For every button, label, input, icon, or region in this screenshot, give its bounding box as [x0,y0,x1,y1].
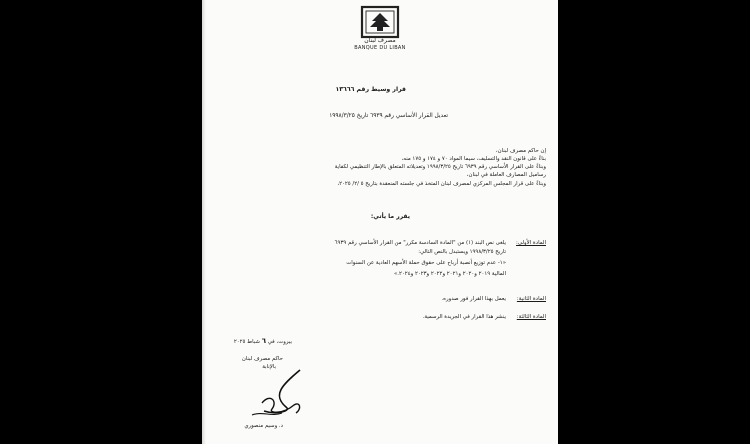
subject-line: تعديل القرار الأساسي رقم ٦٩٣٩ تاريخ ١٩٩٨/٣/٢٥ [329,113,448,119]
logo-text-arabic: مصرف لبنان [364,37,396,44]
scan-shadow [202,0,206,444]
signatory-title-acting: بالإنابة [262,364,276,370]
date-day: ٦ [261,337,266,345]
preamble-line-4: رساميل المصارف العاملة في لبنان، [466,172,546,178]
article2-label: المادة الثانية: [516,296,546,302]
logo-text-french: BANQUE DU LIBAN [354,45,406,51]
signatory-name: د. وسيم منصوري [244,423,283,429]
preamble-line-5: وبناءً على قرار المجلس المركزي لمصرف لبنان المتخذ في جلسته المنعقدة بتاريخ ٥ /٢/ ٢٠٢٥، [337,181,546,187]
article1-line-1: يلغى نص البند (١) من "المادة السادسة مكرر" من القرار الأساسي رقم ٦٩٣٩ [334,240,506,246]
article1-line-2: تاريخ ١٩٩٨/٣/٢٥ ويستبدل بالنص التالي: [418,249,506,255]
article3-label: المادة الثالثة: [516,314,546,320]
article2-text: يعمل بهذا القرار فور صدوره. [441,296,506,302]
article3-text: ينشر هذا القرار في الجريدة الرسمية. [422,314,506,320]
date-city: بيروت، في [267,339,292,345]
handwritten-signature-icon [242,365,312,420]
decides-heading: يقرر ما يأتي: [370,213,410,220]
document-page [202,0,558,444]
preamble-line-1: إن حاكم مصرف لبنان، [495,148,546,154]
preamble-line-3: وبناءً على القرار الأساسي رقم ٦٩٣٩ تاريخ ١٩٩٨/٣/٢٥ وتعديلاته المتعلق بالإطار التنظيمي لكفاية [334,164,546,170]
article1-line-4: المالية ٢٠١٩ و٢٠٢٠ و٢٠٢١ و٢٠٢٢ و٢٠٢٣ و٢٠٢٤.» [394,271,506,277]
decision-title-label: قرار وسيط رقم [356,86,406,93]
article1-line-3: «١- عدم توزيع أنصبة أرباح على حقوق حملة الأسهم العادية عن السنوات [346,260,506,266]
article1-label: المادة الأولى: [516,240,546,246]
date-month-year: شباط ٢٠٢٥ [233,339,260,345]
preamble-line-2: بناءً على قانون النقد والتسليف، سيما المواد ٧٠ و ١٧٤ و ١٧٥ منه، [401,156,546,162]
signatory-title: حاكم مصرف لبنان [241,356,283,362]
decision-number: ١٣٦٦٦ [335,86,355,93]
date-line [234,338,292,346]
cedar-logo-icon [360,5,400,39]
decision-title [336,86,407,93]
